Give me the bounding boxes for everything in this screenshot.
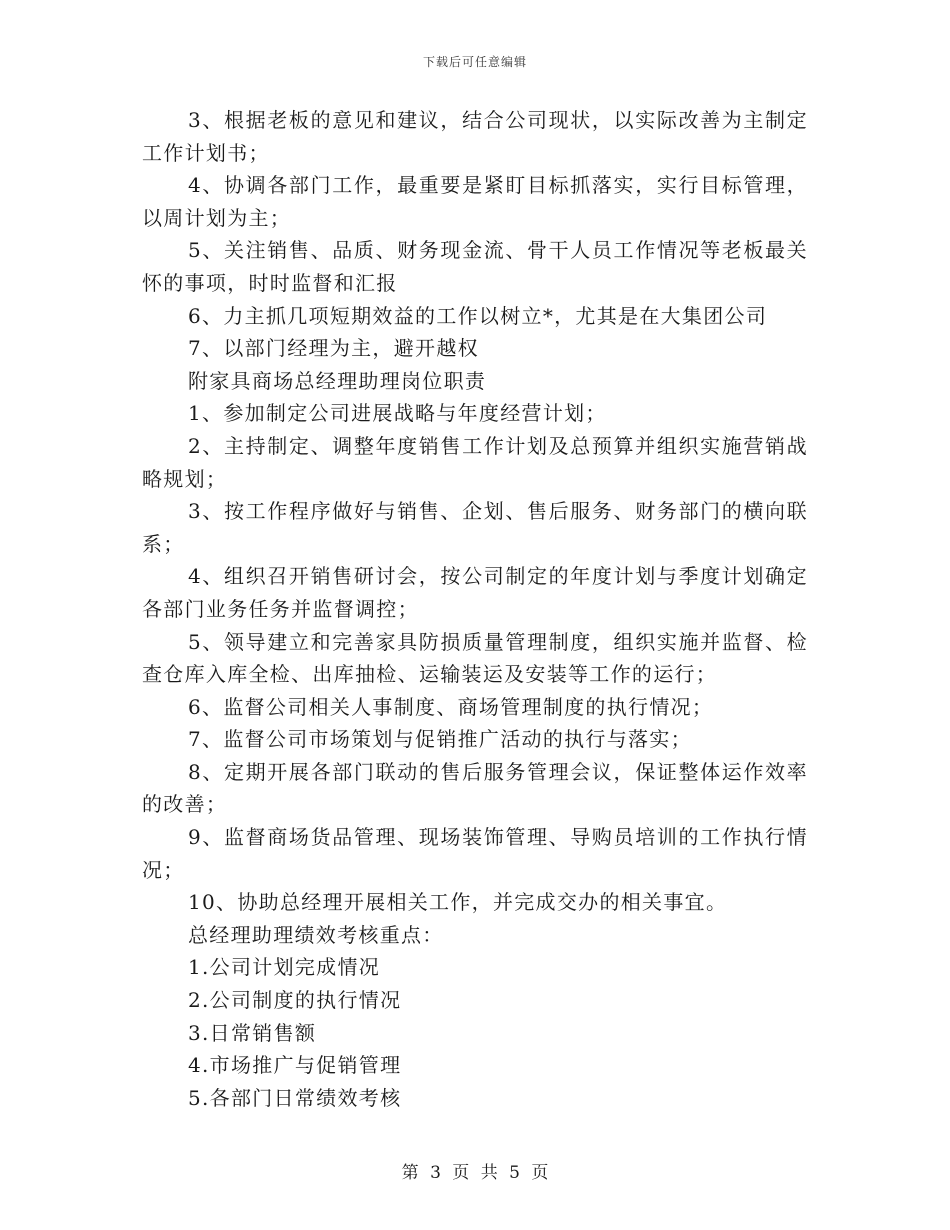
paragraph: 2、主持制定、调整年度销售工作计划及总预算并组织实施营销战略规划； xyxy=(142,433,808,491)
paragraph: 10、协助总经理开展相关工作，并完成交办的相关事宜。 xyxy=(188,890,728,915)
paragraph: 4、协调各部门工作，最重要是紧盯目标抓落实，实行目标管理，以周计划为主； xyxy=(142,173,808,230)
paragraph: 4、组织召开销售研讨会，按公司制定的年度计划与季度计划确定各部门业务任务并监督调控； xyxy=(142,564,808,621)
page-number-footer: 第 3 页 共 5 页 xyxy=(401,1163,549,1183)
paragraph: 8、定期开展各部门联动的售后服务管理会议，保证整体运作效率的改善； xyxy=(142,759,808,817)
paragraph: 6、监督公司相关人事制度、商场管理制度的执行情况； xyxy=(188,694,714,719)
paragraph: 6、力主抓几项短期效益的工作以树立*，尤其是在大集团公司 xyxy=(188,303,768,328)
section-heading: 总经理助理绩效考核重点： xyxy=(188,922,444,947)
paragraph: 3、根据老板的意见和建议，结合公司现状，以实际改善为主制定工作计划书； xyxy=(142,108,808,165)
document-body xyxy=(142,104,808,1114)
paragraph: 5、关注销售、品质、财务现金流、骨干人员工作情况等老板最关怀的事项，时时监督和汇报 xyxy=(142,238,808,295)
page-header-note: 下载后可任意编辑 xyxy=(422,55,527,69)
list-item: 5.各部门日常绩效考核 xyxy=(188,1085,402,1110)
paragraph: 3、按工作程序做好与销售、企划、售后服务、财务部门的横向联系； xyxy=(142,499,808,556)
paragraph: 1、参加制定公司进展战略与年度经营计划； xyxy=(188,401,607,426)
paragraph: 5、领导建立和完善家具防损质量管理制度，组织实施并监督、检查仓库入库全检、出库抽检、运输装运及安装等工作的运行； xyxy=(142,629,808,687)
paragraph: 7、监督公司市场策划与促销推广活动的执行与落实； xyxy=(188,727,692,752)
list-item: 2.公司制度的执行情况 xyxy=(188,988,402,1013)
section-heading: 附家具商场总经理助理岗位职责 xyxy=(188,368,487,393)
list-item: 3.日常销售额 xyxy=(188,1020,317,1045)
paragraph: 7、以部门经理为主，避开越权 xyxy=(188,336,479,361)
list-item: 1.公司计划完成情况 xyxy=(188,955,381,980)
list-item: 4.市场推广与促销管理 xyxy=(188,1053,402,1078)
paragraph: 9、监督商场货品管理、现场装饰管理、导购员培训的工作执行情况； xyxy=(142,825,808,882)
